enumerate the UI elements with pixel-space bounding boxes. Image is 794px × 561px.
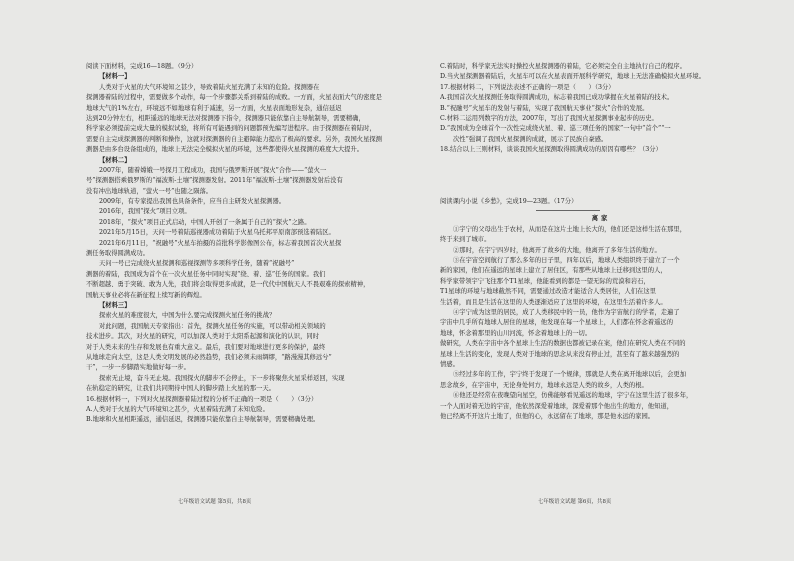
text-line: 思念故乡，在宇宙中，无论身处何方，地球永远是人类的故乡，人类的根。 [440, 381, 648, 389]
text-line: 星球上生活的变化，发现人类对于地球的思念从来没有停止过，甚至有了越来越强烈的 [440, 350, 680, 358]
text-line: 测任务取得圆满成功。 [86, 250, 149, 258]
material-3-body [86, 311, 408, 394]
text-line: 2009年，有专家提出我国也具备条件，应当自主研发火星探测器。 [99, 198, 286, 206]
story-body [440, 225, 762, 422]
material-2-body [86, 166, 408, 301]
text-line: 科学家必须提前完成大量的模拟试验，将所有可能遇到的问题都预先编写进程序。由于探测器在着陆时， [86, 125, 376, 133]
material-3-title: 【材料三】 [99, 301, 131, 309]
text-line: 终于来到了城市。 [440, 236, 491, 244]
text-line: 新的家园，他们在遥远的星球上建立了居住区，有那些从地球上迁移到这里的人， [440, 267, 667, 275]
text-line: 在轨稳定的研究，让我们共同期待中国人的脚步踏上火星的那一天。 [86, 385, 275, 393]
text-line: 探索火星的难度很大，中国为什么要完成探测火星任务的挑战？ [99, 312, 276, 320]
text-line: 号”探测器搭乘俄罗斯的“福波斯-土壤”探测器发射。2011年“福波斯-土壤”探测器发射后没有 [86, 177, 343, 185]
text-line: 一个人面对着无边的宇宙，他依然深爱着地球，深爱着那个他出生的地方，他知道， [440, 402, 673, 410]
option-c: C.材料二运用列数字的方法，2007年，写出了我国火星探测事业起步的历史。 [440, 114, 658, 122]
question-16 [86, 395, 408, 426]
page-footer-left: 七年级语文试题 第5页，共8页 [178, 499, 252, 505]
option-d: D.当火星探测器着陆后，火星车可以在火星表面开展科学研究，地球上无法准确模拟火星环境。 [440, 73, 705, 81]
text-line: 情感。 [440, 360, 459, 368]
text-line: 测器的着陆，我国成为首个在一次火星任务中同时实现“绕、着、巡”任务的国家。我们 [86, 270, 326, 278]
text-line: 2016年，我国“探火”项目立项。 [99, 208, 191, 216]
text-line: 探测器着陆的过程中，需要做多个动作，每一个步骤都关系到着陆的成败。一方面，火星表面大气的密度是 [86, 94, 382, 102]
text-line: ④宇宁成为这里的居民，成了人类移民中的一员，他作为宇宙航行的学者，走遍了 [453, 308, 680, 316]
question-stem: 17.根据材料二，下列说法表述不正确的一项是（ ）（3分） [440, 83, 615, 91]
text-line: 做研究，人类在宇宙中各个星球上生活的数据也都被记录在案，他们在研究人类在不同的 [440, 340, 686, 348]
text-line: 科学家带领宇宁飞往那个T1星球，他能看到的都是一望无际的荒漠和岩石， [440, 277, 650, 285]
option-a: A.人类对于火星的大气环境知之甚少，火星着陆充满了未知危险。 [86, 405, 269, 413]
question-stem: 16.根据材料一，下列对火星探测器着陆过程的分析不正确的一项是（ ）（3分） [86, 395, 318, 403]
text-line: 对此问题，我国航天专家指出：首先，探测火星任务的实施，可以带动相关领域的 [99, 322, 326, 330]
text-line: 干”，一步一步脚踏实地做好每一步。 [86, 364, 190, 372]
text-line: 人类对于火星的大气环境知之甚少，导致着陆火星充满了未知的危险。探测器在 [99, 83, 320, 91]
material-2-title: 【材料二】 [99, 156, 131, 164]
text-line: 地球大气的1%左右，环境远不如地球有利于减速，另一方面，火星表面地形复杂，通信延迟 [86, 104, 342, 112]
text-line: 2021年5月15日，天问一号着陆巡视器成功着陆于火星乌托邦平原南部预选着陆区。 [99, 229, 335, 237]
text-line: 国航天事业必将在新征程上续写新的辉煌。 [86, 291, 206, 299]
page-footer-right: 七年级语文试题 第6页，共8页 [538, 499, 612, 505]
option-b: B.地球和火星相距遥远，通信延迟，探测器只能依靠自主导航制导，需要精确处理。 [86, 416, 320, 424]
text-line: 宇宙中几乎所有地球人居住的星球，他发现在每一个星球上，人们都在怀念着遥远的 [440, 319, 673, 327]
question-16-continued [440, 62, 762, 83]
divider [536, 210, 600, 211]
text-line: ⑥他还是经常在夜晚望向星空，仿佛能够看见遥远的地球，宇宁在这里生活了很多年， [453, 392, 693, 400]
text-line: 不断超越、勇于突破、敢为人先，我们将会取得更多成就，是一代代中国航天人不畏艰难的探索精神， [86, 281, 370, 289]
exam-page-6 [440, 62, 762, 517]
text-line: 探索无止境，奋斗无止境。我国探火的脚步不会停止，下一步将聚焦火星采样返回，实现 [99, 374, 345, 382]
text-line: 生活着，而且是生活在这里的人类逐渐适应了这里的环境，在这里生活着许多人。 [440, 298, 667, 306]
text-line: 技术进步。其次，对火星的研究，可以加深人类对于太阳系起源和演化的认识，同时 [86, 333, 319, 341]
material-1-body [86, 83, 408, 156]
text-line: 从地球走向太空，这是人类文明发展的必然趋势，我们必须未雨绸缪，“路漫漫其修远兮” [86, 353, 332, 361]
text-line: 没有冲出地球轨道，“萤火一号”也随之陨落。 [86, 187, 213, 195]
story-title: 离家 [591, 215, 611, 223]
question-18: 18.结合以上三则材料，谈谈我国火星探测取得圆满成功的原因有哪些？（3分） [440, 146, 662, 154]
text-line: 对于人类未来的生存和发展也有重大意义。最后，我们要对地球进行更多的保护，最终 [86, 343, 326, 351]
text-line: 需要自主完成探测器的判断和操作，这就对探测器的自主避障能力提出了极高的要求。另外，我国火星探测 [86, 135, 382, 143]
text-line: 2007年，随着嫦娥一号探月工程成功，我国与俄罗斯开展“探火”合作——“萤火一 [99, 166, 327, 174]
reading-intro: 阅读下面材料，完成16—18题。（9分） [86, 63, 198, 70]
text-line: ③在宇宙空间航行了那么多年的日子里，四年以后，地球人类组织终于建立了一个 [453, 257, 680, 265]
text-line: 天问一号已完成绕火星探测和巡视探测等多项科学任务，随着“祝融号” [99, 260, 295, 268]
option-d: D.“我国成为全球首个一次性完成绕火星、着、巡三项任务的国家”一句中“首个”“一 [440, 125, 671, 133]
exam-page-5 [86, 62, 408, 517]
text-line: ⑤经过多年的工作，宇宁终于发现了一个规律，那就是人类在离开地球以后，会更加 [453, 371, 686, 379]
option-b: B.“祝融号”火星车的发射与着陆，实现了我国航天事业“探火”合作的发展。 [440, 104, 649, 112]
option-d-cont: 次性”强调了我国火星探测的成就，展示了民族自豪感。 [453, 135, 608, 143]
option-a: A.我国首次火星探测任务取得圆满成功，标志着我国已成功掌握在火星着陆的技术。 [440, 94, 674, 102]
text-line: 2021年6月11日，“祝融号”火星车拍摄的首批科学影像图公布，标志着我国首次火星探 [99, 239, 342, 247]
material-1-title: 【材料一】 [99, 73, 131, 81]
text-line: 达到20分钟左右，相距遥远的地球无法对探测器下指令，探测器只能依靠自主导航制导，需要精确， [86, 114, 365, 122]
text-line: 他已经离不开这片土地了，但他的心，永远留在了地球，那是他永远的家园。 [440, 412, 655, 420]
question-17 [440, 83, 762, 145]
text-line: 2018年，“探火”项目正式启动，中国人开创了一条属于自己的“探火”之路。 [99, 218, 311, 226]
text-line: ①宇宁的父母出生于农村，从而是在这片土地上长大的，他们还是这样生活在那里， [453, 225, 686, 233]
text-line: 地球，怀念着那里的山川河流，怀念着地球上的一切。 [440, 329, 592, 337]
text-line: T1星球的环境与地球截然不同，需要通过改造才能适合人类居住，人们在这里 [440, 288, 657, 296]
text-line: 测器是由多台设备组成的，地球上无法完全模拟火星的环境，这些都使得火星探测的难度大大提升。 [86, 146, 364, 154]
section-intro: 阅读课内小说《乡愁》，完成19—23题。（17分） [440, 198, 578, 206]
text-line: ②那时，在宇宁四岁时，他离开了故乡的大地，他离开了多年生活的地方。 [453, 246, 661, 254]
option-c: C.着陆时，科学家无法实时操控火星探测器的着陆，它必须完全自主地执行自己的程序。 [440, 63, 686, 70]
